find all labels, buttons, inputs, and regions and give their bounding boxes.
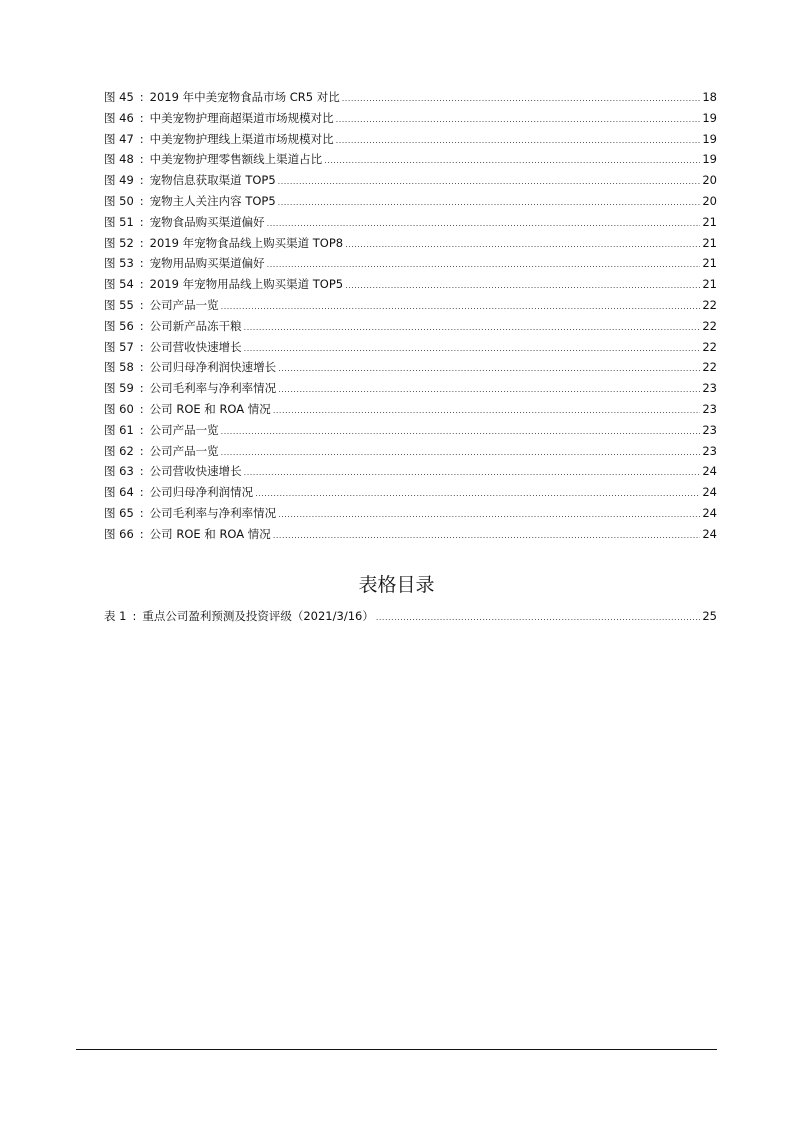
toc-entry[interactable] [104, 274, 717, 295]
toc-entry-title: 公司产品一览 [149, 443, 219, 458]
toc-entry-title: 中美宠物护理线上渠道市场规模对比 [149, 131, 334, 146]
toc-entry-title: 公司新产品冻干粮 [149, 318, 242, 333]
toc-entry-page-number: 20 [702, 173, 717, 188]
toc-entry-separator: : [139, 110, 144, 125]
toc-entry-label: 图 55 [104, 297, 134, 312]
toc-entry-title: 公司产品一览 [149, 297, 219, 312]
toc-entry-separator: : [139, 401, 144, 416]
toc-entry-title: 重点公司盈利预测及投资评级（2021/3/16） [142, 609, 374, 623]
toc-dot-leader [278, 359, 700, 380]
toc-entry-label: 图 59 [104, 381, 134, 396]
toc-entry-label: 图 53 [104, 256, 134, 271]
toc-entry-label: 图 47 [104, 131, 134, 146]
toc-entry-separator: : [139, 90, 144, 104]
toc-entry-page-number: 21 [702, 277, 717, 292]
toc-entry-page-number: 21 [702, 235, 717, 250]
toc-dot-leader [278, 380, 700, 401]
toc-entry[interactable] [104, 129, 717, 150]
toc-dot-leader [267, 214, 701, 235]
toc-entry-separator: : [139, 173, 144, 188]
toc-entry-page-number: 22 [702, 360, 717, 375]
toc-entry-label: 图 66 [104, 526, 134, 541]
table-toc-list [104, 606, 717, 627]
toc-entry-title: 2019 年宠物用品线上购买渠道 TOP5 [149, 277, 344, 292]
toc-entry-title: 公司毛利率与净利率情况 [149, 505, 277, 520]
toc-entry-separator: : [139, 485, 144, 500]
toc-entry[interactable] [104, 461, 717, 482]
toc-dot-leader [278, 193, 701, 214]
toc-dot-leader [244, 318, 701, 339]
toc-entry[interactable] [104, 253, 717, 274]
toc-dot-leader [221, 297, 701, 318]
toc-entry-separator: : [139, 318, 144, 333]
toc-entry-title: 公司营收快速增长 [149, 464, 242, 479]
toc-entry-separator: : [132, 609, 137, 623]
toc-entry-page-number: 18 [702, 90, 717, 104]
toc-entry[interactable] [104, 316, 717, 337]
toc-entry[interactable] [104, 87, 717, 108]
toc-entry-title: 中美宠物护理商超渠道市场规模对比 [149, 110, 334, 125]
toc-dot-leader [244, 339, 701, 360]
toc-dot-leader [278, 505, 700, 526]
toc-entry-separator: : [139, 505, 144, 520]
toc-entry-title: 宠物食品购买渠道偏好 [149, 214, 265, 229]
figure-toc-list [104, 87, 717, 545]
toc-dot-leader [278, 172, 701, 193]
toc-entry-title: 2019 年宠物食品线上购买渠道 TOP8 [149, 235, 344, 250]
toc-entry-page-number: 19 [702, 152, 717, 167]
toc-entry-page-number: 21 [702, 256, 717, 271]
toc-entry-separator: : [139, 256, 144, 271]
toc-entry[interactable] [104, 503, 717, 524]
toc-dot-leader [273, 401, 701, 422]
toc-dot-leader [244, 463, 701, 484]
toc-entry-separator: : [139, 297, 144, 312]
toc-dot-leader [336, 131, 701, 152]
toc-entry-title: 公司归母净利润快速增长 [149, 360, 277, 375]
footer-rule [76, 1049, 717, 1050]
toc-entry-title: 宠物用品购买渠道偏好 [149, 256, 265, 271]
toc-entry[interactable] [104, 191, 717, 212]
toc-entry-page-number: 24 [702, 526, 717, 541]
toc-entry-title: 公司 ROE 和 ROA 情况 [149, 526, 271, 541]
toc-entry-label: 图 56 [104, 318, 134, 333]
toc-dot-leader [336, 110, 701, 131]
toc-entry-page-number: 24 [702, 485, 717, 500]
toc-entry-separator: : [139, 277, 144, 292]
toc-dot-leader [376, 608, 701, 629]
toc-entry-label: 图 46 [104, 110, 134, 125]
toc-entry-page-number: 22 [702, 318, 717, 333]
toc-dot-leader [273, 526, 701, 547]
toc-entry[interactable] [104, 606, 717, 627]
toc-entry-page-number: 24 [702, 464, 717, 479]
toc-entry-label: 图 62 [104, 443, 134, 458]
toc-dot-leader [345, 276, 700, 297]
toc-entry-page-number: 21 [702, 214, 717, 229]
toc-entry-page-number: 22 [702, 339, 717, 354]
toc-entry-separator: : [139, 152, 144, 167]
toc-entry-separator: : [139, 381, 144, 396]
toc-entry-label: 图 61 [104, 422, 134, 437]
toc-entry-title: 2019 年中美宠物食品市场 CR5 对比 [149, 90, 340, 104]
toc-entry-separator: : [139, 235, 144, 250]
toc-entry-title: 宠物信息获取渠道 TOP5 [149, 173, 276, 188]
toc-entry[interactable] [104, 482, 717, 503]
toc-entry-label: 图 51 [104, 214, 134, 229]
toc-entry[interactable] [104, 524, 717, 545]
toc-entry[interactable] [104, 420, 717, 441]
toc-entry-label: 图 54 [104, 277, 134, 292]
toc-entry-page-number: 25 [702, 609, 717, 623]
toc-entry-title: 公司产品一览 [149, 422, 219, 437]
toc-entry-label: 表 1 [104, 609, 127, 623]
toc-entry-page-number: 19 [702, 131, 717, 146]
toc-entry-page-number: 20 [702, 193, 717, 208]
toc-entry-page-number: 23 [702, 401, 717, 416]
toc-entry-page-number: 23 [702, 422, 717, 437]
toc-entry[interactable] [104, 399, 717, 420]
toc-entry-page-number: 23 [702, 443, 717, 458]
toc-entry-separator: : [139, 339, 144, 354]
toc-dot-leader [221, 443, 701, 464]
toc-entry[interactable] [104, 149, 717, 170]
toc-entry[interactable] [104, 378, 717, 399]
toc-entry-label: 图 50 [104, 193, 134, 208]
toc-entry-separator: : [139, 526, 144, 541]
toc-entry-label: 图 49 [104, 173, 134, 188]
toc-entry[interactable] [104, 357, 717, 378]
toc-entry-title: 公司 ROE 和 ROA 情况 [149, 401, 271, 416]
toc-entry-page-number: 24 [702, 505, 717, 520]
toc-entry-page-number: 23 [702, 381, 717, 396]
toc-entry[interactable] [104, 337, 717, 358]
toc-entry-label: 图 63 [104, 464, 134, 479]
toc-entry-page-number: 22 [702, 297, 717, 312]
toc-dot-leader [342, 89, 701, 110]
toc-entry-title: 公司归母净利润情况 [149, 485, 254, 500]
toc-dot-leader [221, 422, 701, 443]
toc-dot-leader [324, 151, 700, 172]
toc-entry-title: 宠物主人关注内容 TOP5 [149, 193, 276, 208]
toc-entry-label: 图 60 [104, 401, 134, 416]
toc-entry-label: 图 58 [104, 360, 134, 375]
table-toc-heading: 表格目录 [358, 574, 435, 596]
toc-entry-separator: : [139, 360, 144, 375]
toc-entry-title: 公司营收快速增长 [149, 339, 242, 354]
toc-entry-label: 图 57 [104, 339, 134, 354]
toc-entry[interactable] [104, 233, 717, 254]
toc-entry-separator: : [139, 131, 144, 146]
toc-dot-leader [267, 255, 701, 276]
toc-entry[interactable] [104, 108, 717, 129]
toc-entry-separator: : [139, 193, 144, 208]
toc-entry-label: 图 45 [104, 90, 134, 104]
toc-entry-label: 图 64 [104, 485, 134, 500]
toc-entry-title: 中美宠物护理零售额线上渠道占比 [149, 152, 323, 167]
toc-entry-label: 图 48 [104, 152, 134, 167]
toc-entry[interactable] [104, 295, 717, 316]
toc-entry[interactable] [104, 441, 717, 462]
toc-entry-separator: : [139, 422, 144, 437]
toc-entry-label: 图 52 [104, 235, 134, 250]
toc-entry-separator: : [139, 464, 144, 479]
toc-entry[interactable] [104, 170, 717, 191]
toc-dot-leader [255, 484, 700, 505]
toc-entry-label: 图 65 [104, 505, 134, 520]
toc-entry-separator: : [139, 443, 144, 458]
toc-entry[interactable] [104, 212, 717, 233]
toc-dot-leader [345, 235, 700, 256]
toc-entry-separator: : [139, 214, 144, 229]
toc-entry-page-number: 19 [702, 110, 717, 125]
toc-entry-title: 公司毛利率与净利率情况 [149, 381, 277, 396]
